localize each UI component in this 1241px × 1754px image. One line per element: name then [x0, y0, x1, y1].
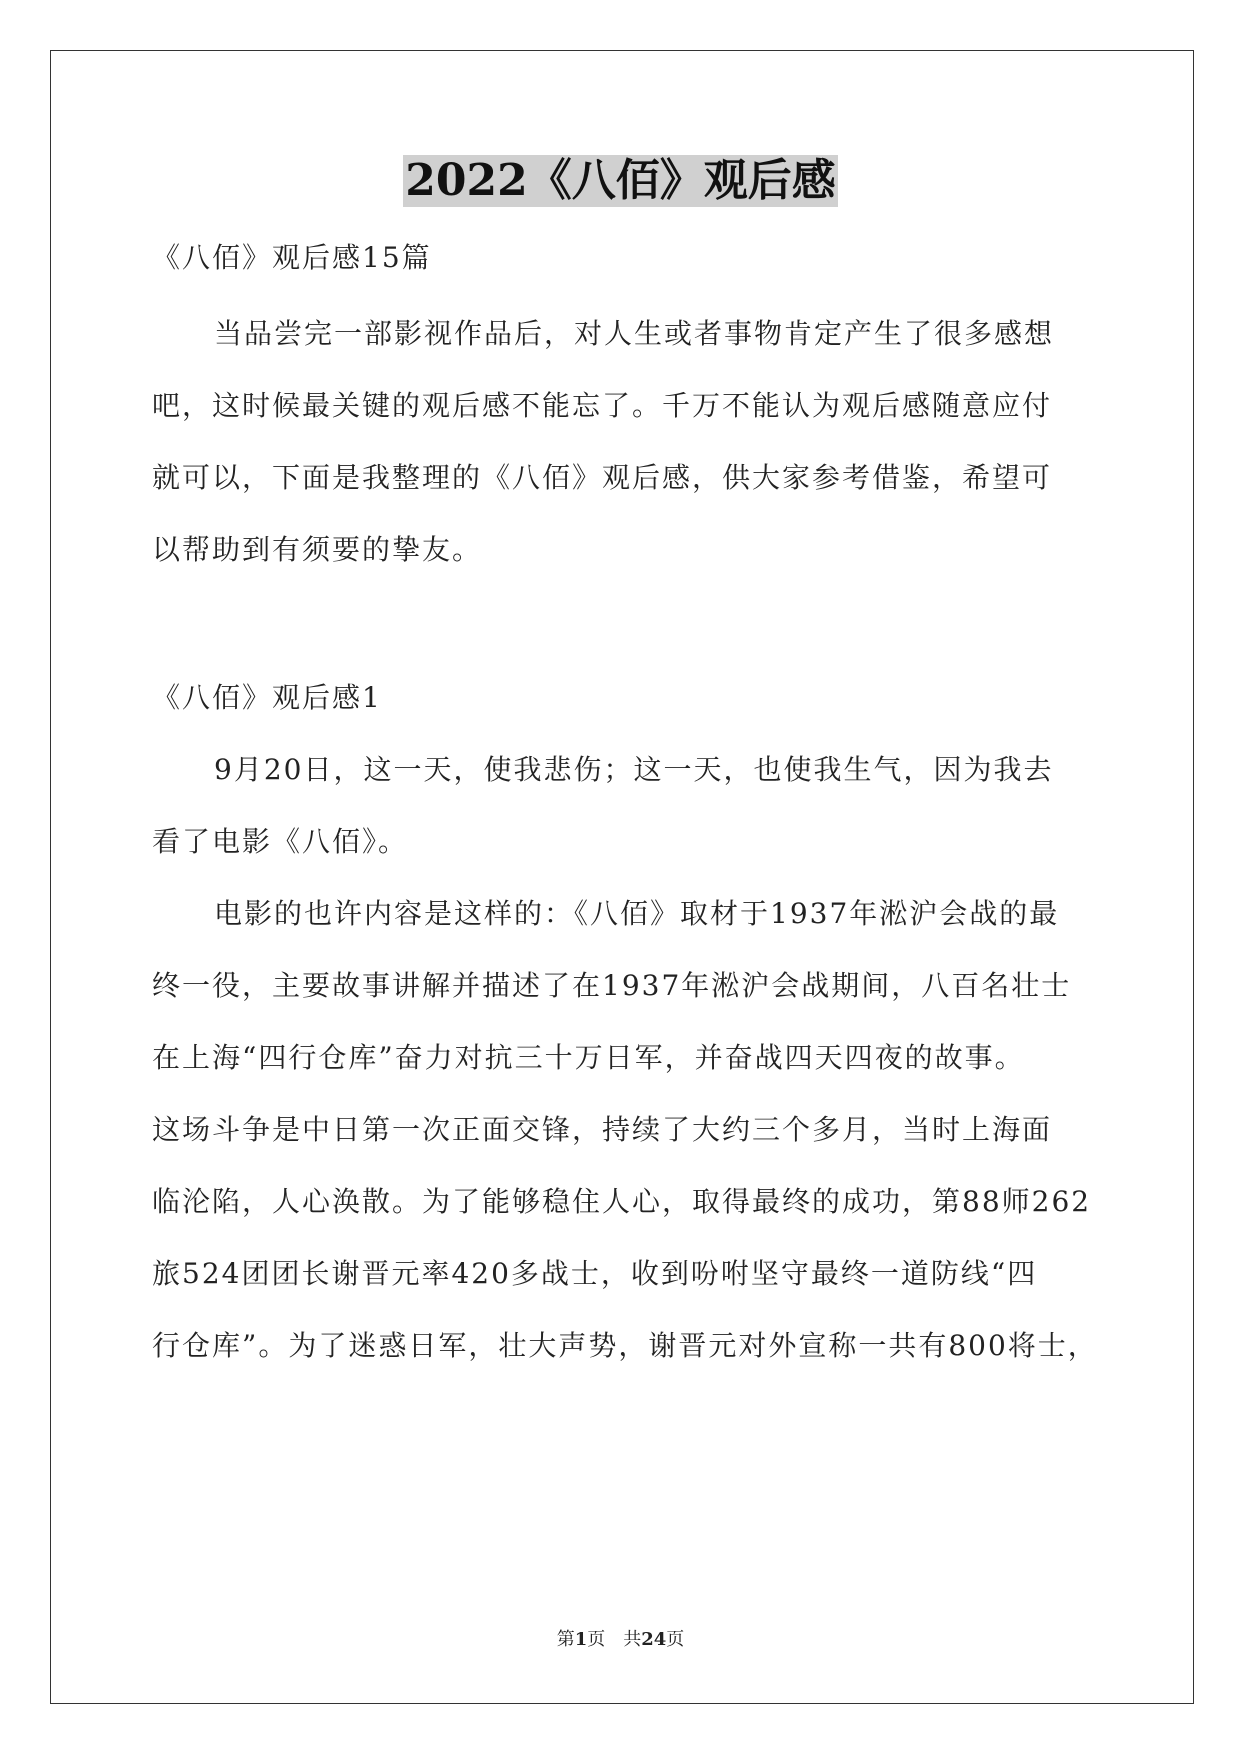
total-page-count: 24 [641, 1629, 667, 1650]
paragraph-line: 旅524团团长谢晋元率420多战士，收到吩咐坚守最终一道防线“四 [152, 1257, 1038, 1290]
document-title: 2022《八佰》观后感 [405, 155, 836, 206]
intro-line: 吧，这时候最关键的观后感不能忘了。千万不能认为观后感随意应付 [152, 389, 1053, 422]
footer-mid: 页 共 [587, 1629, 642, 1650]
paragraph-line: 9月20日，这一天，使我悲伤；这一天，也使我生气，因为我去 [214, 753, 1054, 786]
paragraph-line: 电影的也许内容是这样的：《八佰》取材于1937年淞沪会战的最 [214, 897, 1060, 930]
footer-prefix: 第 [556, 1629, 575, 1650]
section-heading: 《八佰》观后感1 [152, 681, 382, 714]
document-title-block [0, 155, 1241, 207]
paragraph-line: 行仓库”。为了迷惑日军，壮大声势，谢晋元对外宣称一共有800将士， [152, 1329, 1098, 1362]
subtitle: 《八佰》观后感15篇 [152, 241, 432, 274]
paragraph-line: 在上海“四行仓库”奋力对抗三十万日军，并奋战四天四夜的故事。 [152, 1041, 1025, 1074]
paragraph-line: 终一役，主要故事讲解并描述了在1937年淞沪会战期间，八百名壮士 [152, 969, 1072, 1002]
page-footer [0, 1625, 1241, 1651]
intro-line: 当品尝完一部影视作品后，对人生或者事物肯定产生了很多感想 [214, 317, 1055, 350]
intro-line: 以帮助到有须要的挚友。 [152, 533, 483, 566]
footer-suffix: 页 [666, 1629, 685, 1650]
paragraph-line: 临沦陷，人心涣散。为了能够稳住人心，取得最终的成功，第88师262 [152, 1185, 1092, 1218]
page-border [50, 50, 1194, 1704]
intro-line: 就可以，下面是我整理的《八佰》观后感，供大家参考借鉴，希望可 [152, 461, 1053, 494]
current-page-number: 1 [574, 1629, 588, 1650]
paragraph-line: 这场斗争是中日第一次正面交锋，持续了大约三个多月，当时上海面 [152, 1113, 1053, 1146]
paragraph-line: 看了电影《八佰》。 [152, 825, 409, 858]
